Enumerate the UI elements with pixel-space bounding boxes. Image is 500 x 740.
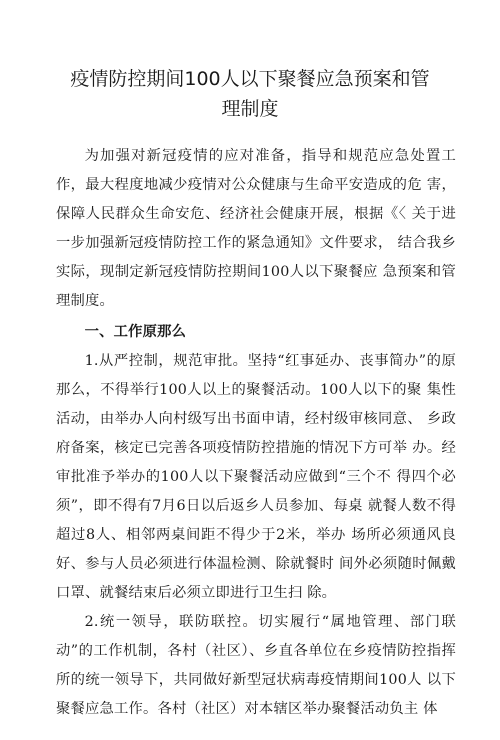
document-title xyxy=(40,64,460,124)
intro-paragraph: 为加强对新冠疫情的应对准备，指导和规范应急处置工 作，最大程度地减少疫情对公众健康与生命平安造成的危 害，保障人民群众生命安危、经济社会健康开展，根据《〈 关于进一步加强新冠疫情防控工作的紧急通知》文件要求， 结合我乡实际，现制定新冠疫情防控期间100人以下聚餐应 急预案和管理制度。 xyxy=(56,148,456,309)
document-body xyxy=(56,142,456,724)
section-heading: 一、工作原那么 xyxy=(84,324,187,340)
title-line-2: 理制度 xyxy=(221,98,279,120)
title-line-1: 疫情防控期间100人以下聚餐应急预案和管 xyxy=(70,68,430,90)
item-1-paragraph: 1.从严控制，规范审批。坚持“红事延办、丧事简办”的原那么，不得举行100人以上的聚餐活动。100人以下的聚 集性活动，由举办人向村级写出书面申请，经村级审核同意、 乡政府备案，核定已完善各项疫情防控措施的情况下方可举 办。经审批准予举办的100人以下聚餐活动应做到“三个不 得四个必须”，即不得有7月6日以后返乡人员参加、每桌 就餐人数不得超过8人、相邻两桌间距不得少于2米，举办 场所必须通风良好、参与人员必须进行体温检测、除就餐时 间外必须随时佩戴口罩、就餐结束后必须立即进行卫生扫 除。 xyxy=(56,353,456,601)
item-2-paragraph: 2.统一领导，联防联控。切实履行“属地管理、部门联动”的工作机制，各村（社区）、乡直各单位在乡疫情防控指挥所的统一领导下，共同做好新型冠状病毒疫情期间100人 以下聚餐应急工作。各村（社区）对本辖区举办聚餐活动负主 体 xyxy=(56,614,456,717)
